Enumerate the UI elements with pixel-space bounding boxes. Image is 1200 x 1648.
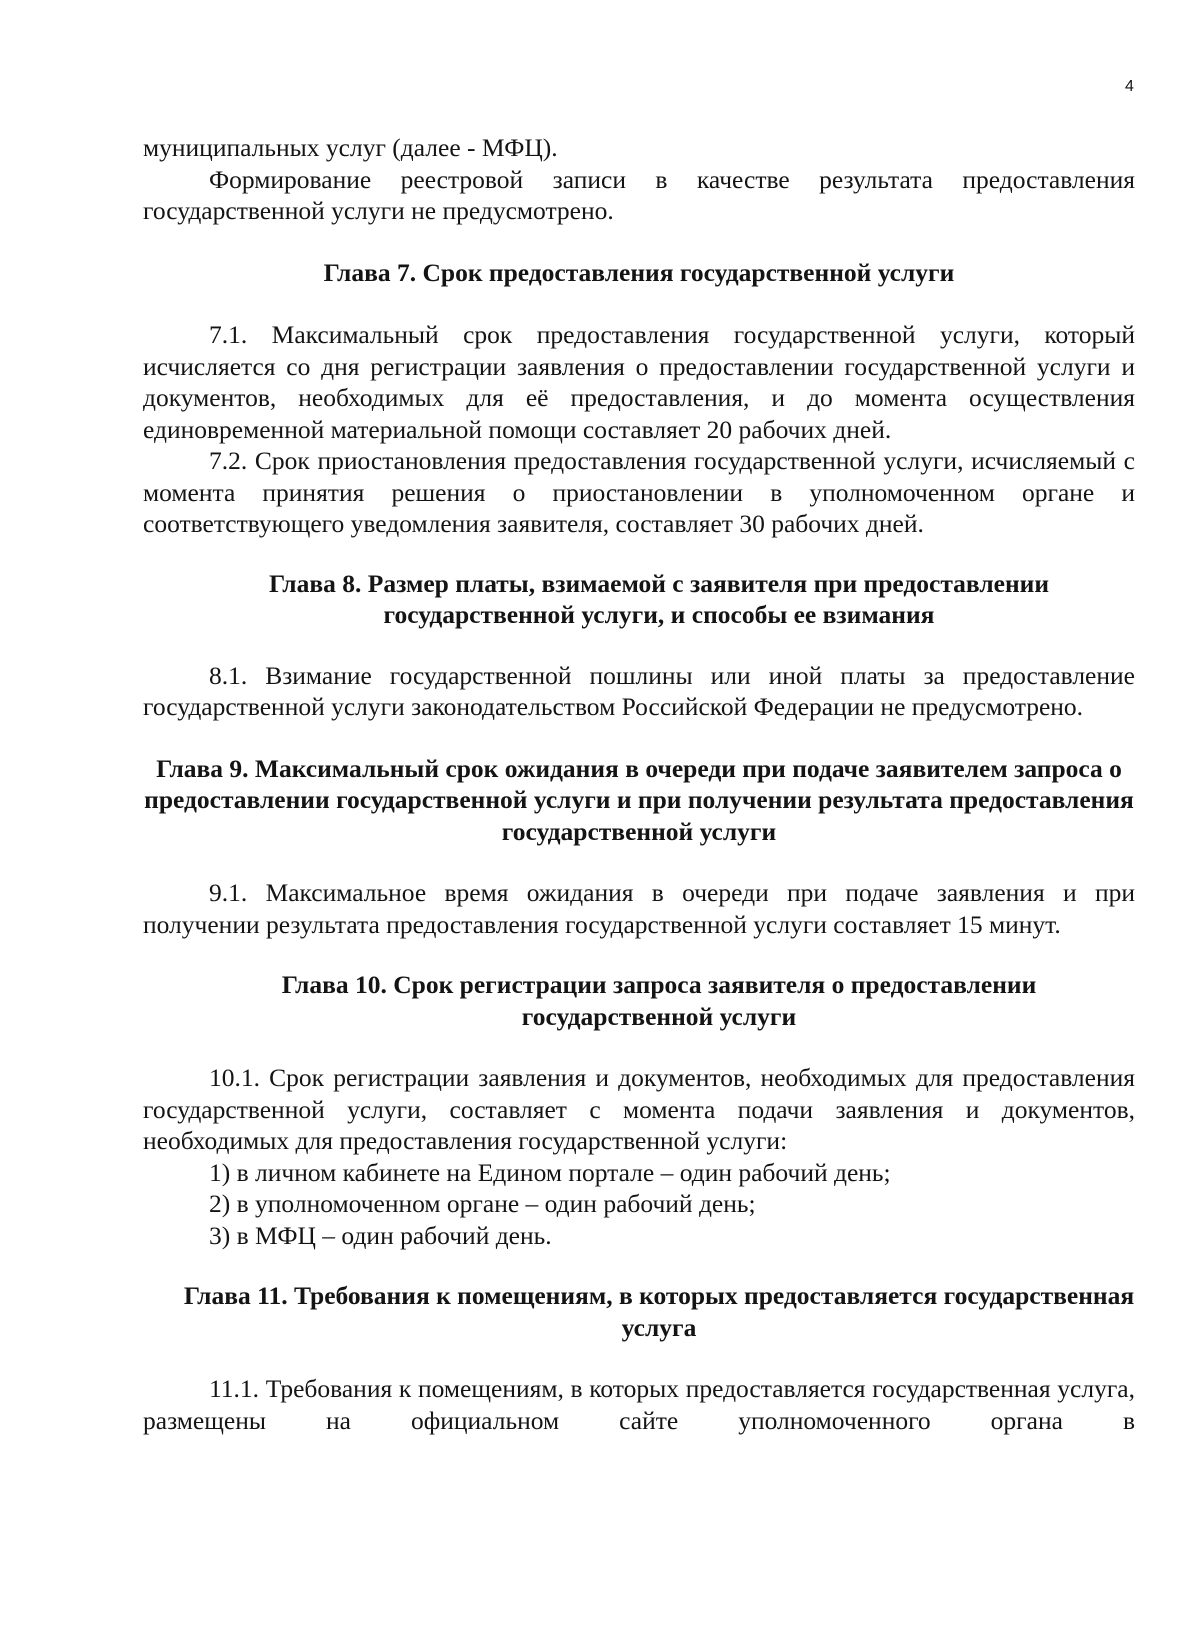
chapter-8-heading: Глава 8. Размер платы, взимаемой с заявителя при предоставлении государственной услуги, и способы ее взимания xyxy=(268,568,1050,629)
chapter-7-paragraph-1: 7.1. Максимальный срок предоставления государственной услуги, который исчисляется со дня регистрации заявления о предоставлении государственной услуги и документов, необходимых для её предоставления, и до момента осуществления единовременной материальной помощи составляет 20 рабочих дней. xyxy=(143,320,1135,444)
chapter-8-paragraph-1: 8.1. Взимание государственной пошлины или иной платы за предоставление государственной услуги законодательством Российской Федерации не предусмотрено. xyxy=(143,660,1135,721)
chapter-10-list-item-3: 3) в МФЦ – один рабочий день. xyxy=(209,1220,552,1250)
chapter-10-paragraph-1: 10.1. Срок регистрации заявления и документов, необходимых для предоставления государственной услуги, составляет с момента подачи заявления и документов, необходимых для предоставления государственной услуги: xyxy=(143,1063,1135,1155)
page-number: 4 xyxy=(1125,78,1134,95)
intro-paragraph-1: муниципальных услуг (далее - МФЦ). xyxy=(143,133,558,162)
chapter-10-list-item-2: 2) в уполномоченном органе – один рабочий день; xyxy=(209,1189,756,1218)
chapter-9-paragraph-1: 9.1. Максимальное время ожидания в очереди при подаче заявления и при получении результата предоставления государственной услуги составляет 15 минут. xyxy=(143,878,1135,939)
chapter-7-paragraph-2: 7.2. Срок приостановления предоставления государственной услуги, исчисляемый с момента принятия решения о приостановлении в уполномоченном органе и соответствующего уведомления заявителя, составляет 30 рабочих дней. xyxy=(143,446,1135,538)
chapter-11-heading: Глава 11. Требования к помещениям, в которых предоставляется государственная услуга xyxy=(183,1281,1135,1342)
intro-paragraph-2: Формирование реестровой записи в качестве результата предоставления государственной услуги не предусмотрено. xyxy=(143,164,1135,225)
chapter-10-heading: Глава 10. Срок регистрации запроса заявителя о предоставлении государственной услуги xyxy=(281,970,1037,1031)
document-body xyxy=(143,132,1135,1436)
chapter-7-heading: Глава 7. Срок предоставления государственной услуги xyxy=(323,257,955,287)
chapter-9-heading: Глава 9. Максимальный срок ожидания в очереди при подаче заявителем запроса о предоставлении государственной услуги и при получении результата предоставления государственной услуги xyxy=(144,753,1134,846)
chapter-10-list-item-1: 1) в личном кабинете на Едином портале – один рабочий день; xyxy=(209,1157,891,1187)
chapter-11-paragraph-1: 11.1. Требования к помещениям, в которых предоставляется государственная услуга, размещены на официальном сайте уполномоченного органа в xyxy=(143,1374,1135,1435)
